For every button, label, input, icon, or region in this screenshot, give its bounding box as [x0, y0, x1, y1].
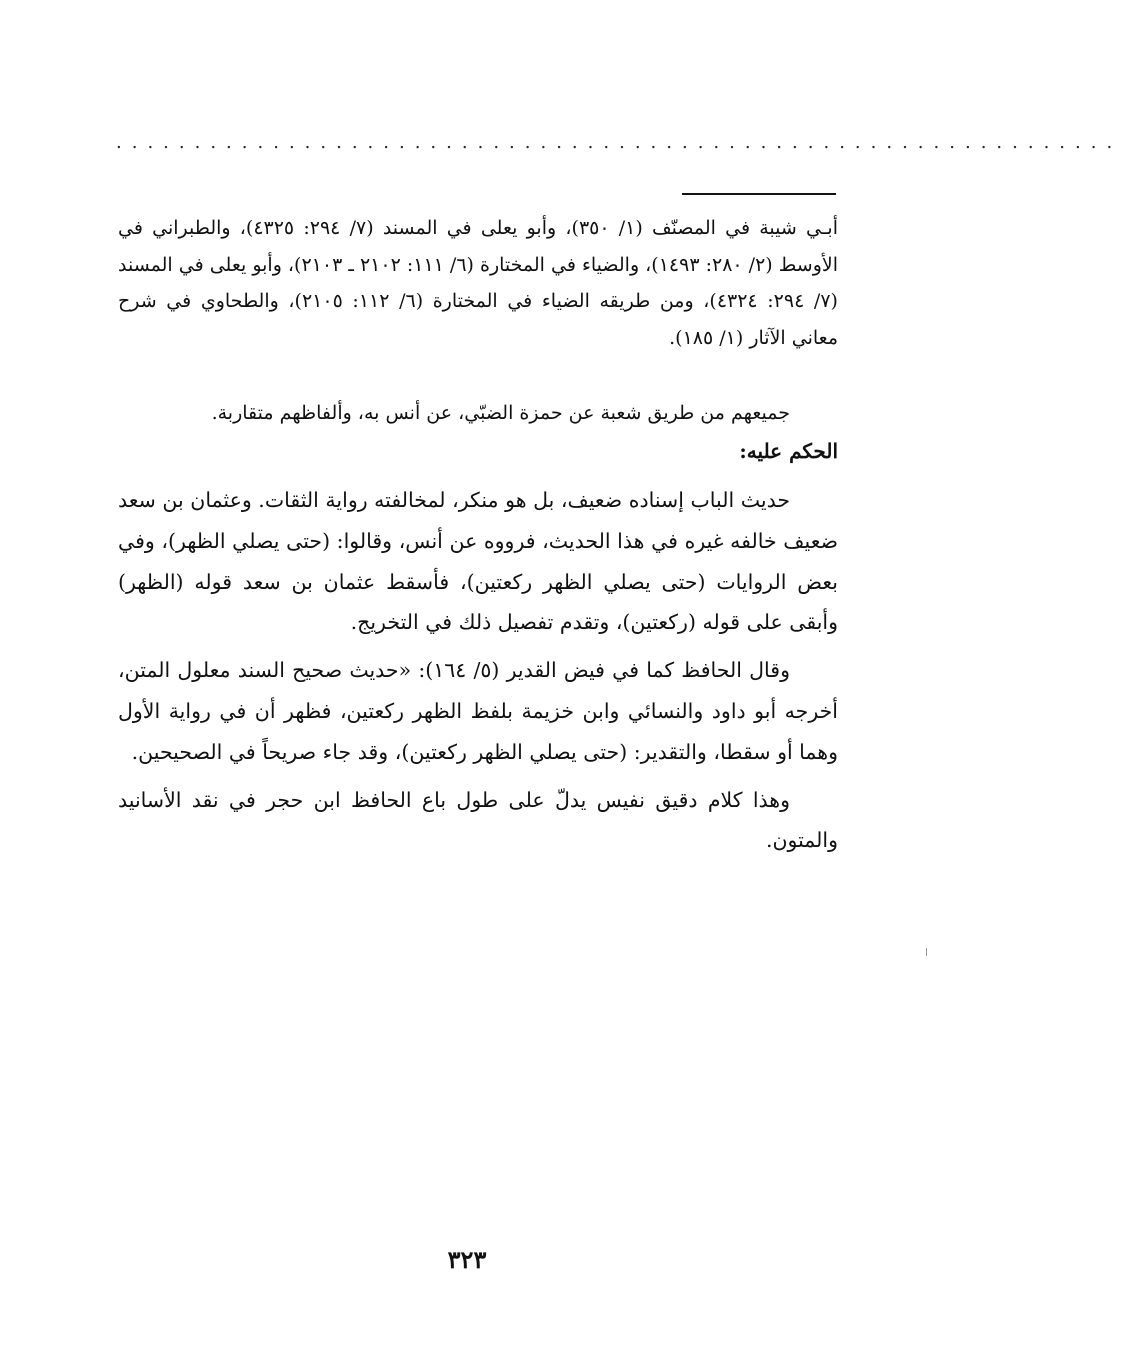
footnote-rule — [682, 193, 836, 195]
summary-text: جميعهم من طريق شعبة عن حمزة الضبّي، عن أنس به، وألفاظهم متقاربة. — [211, 402, 790, 424]
section-heading: الحكم عليه: — [739, 439, 838, 463]
body-paragraph-2: وقال الحافظ كما في فيض القدير (٥/ ١٦٤): «حديث صحيح السند معلول المتن، أخرجه أبو داود والنسائي وابن خزيمة بلفظ الظهر ركعتين، فظهر أن في رواية الأول وهما أو سقطا، والتقدير: (حتى يصلي الظهر ركعتين)، وقد جاء صريحاً في الصحيحين. — [118, 658, 838, 764]
page-number: ٣٢٣ — [447, 1245, 487, 1274]
body-paragraph-3: وهذا كلام دقيق نفيس يدلّ على طول باع الحافظ ابن حجر في نقد الأسانيد والمتون. — [118, 787, 838, 853]
footnote-block — [118, 210, 838, 356]
body-text-block — [118, 480, 838, 868]
footnote-text: أبـي شيبة في المصنّف (١/ ٣٥٠)، وأبو يعلى في المسند (٧/ ٢٩٤: ٤٣٢٥)، والطبراني في الأوسط (٢/ ٢٨٠: ١٤٩٣)، والضياء في المختارة (٦/ ١١١: ٢١٠٢ ـ ٢١٠٣)، وأبو يعلى في المسند (٧/ ٢٩٤: ٤٣٢٤)، ومن طريقه الضياء في المختارة (٦/ ١١٢: ٢١٠٥)، والطحاوي في شرح معاني الآثار (١/ ١٨٥). — [118, 217, 838, 349]
body-paragraph-1: حديث الباب إسناده ضعيف، بل هو منكر، لمخالفته رواية الثقات. وعثمان بن سعد ضعيف خالفه غيره في هذا الحديث، فرووه عن أنس، وقالوا: (حتى يصلي الظهر)، وفي بعض الروايات (حتى يصلي الظهر ركعتين)، فأسقط عثمان بن سعد قوله (الظهر) وأبقى على قوله (ركعتين)، وتقدم تفصيل ذلك في التخريج. — [118, 488, 838, 635]
margin-mark — [926, 948, 927, 956]
summary-block — [118, 396, 838, 430]
dotted-separator: ................................................................ — [116, 132, 1122, 153]
